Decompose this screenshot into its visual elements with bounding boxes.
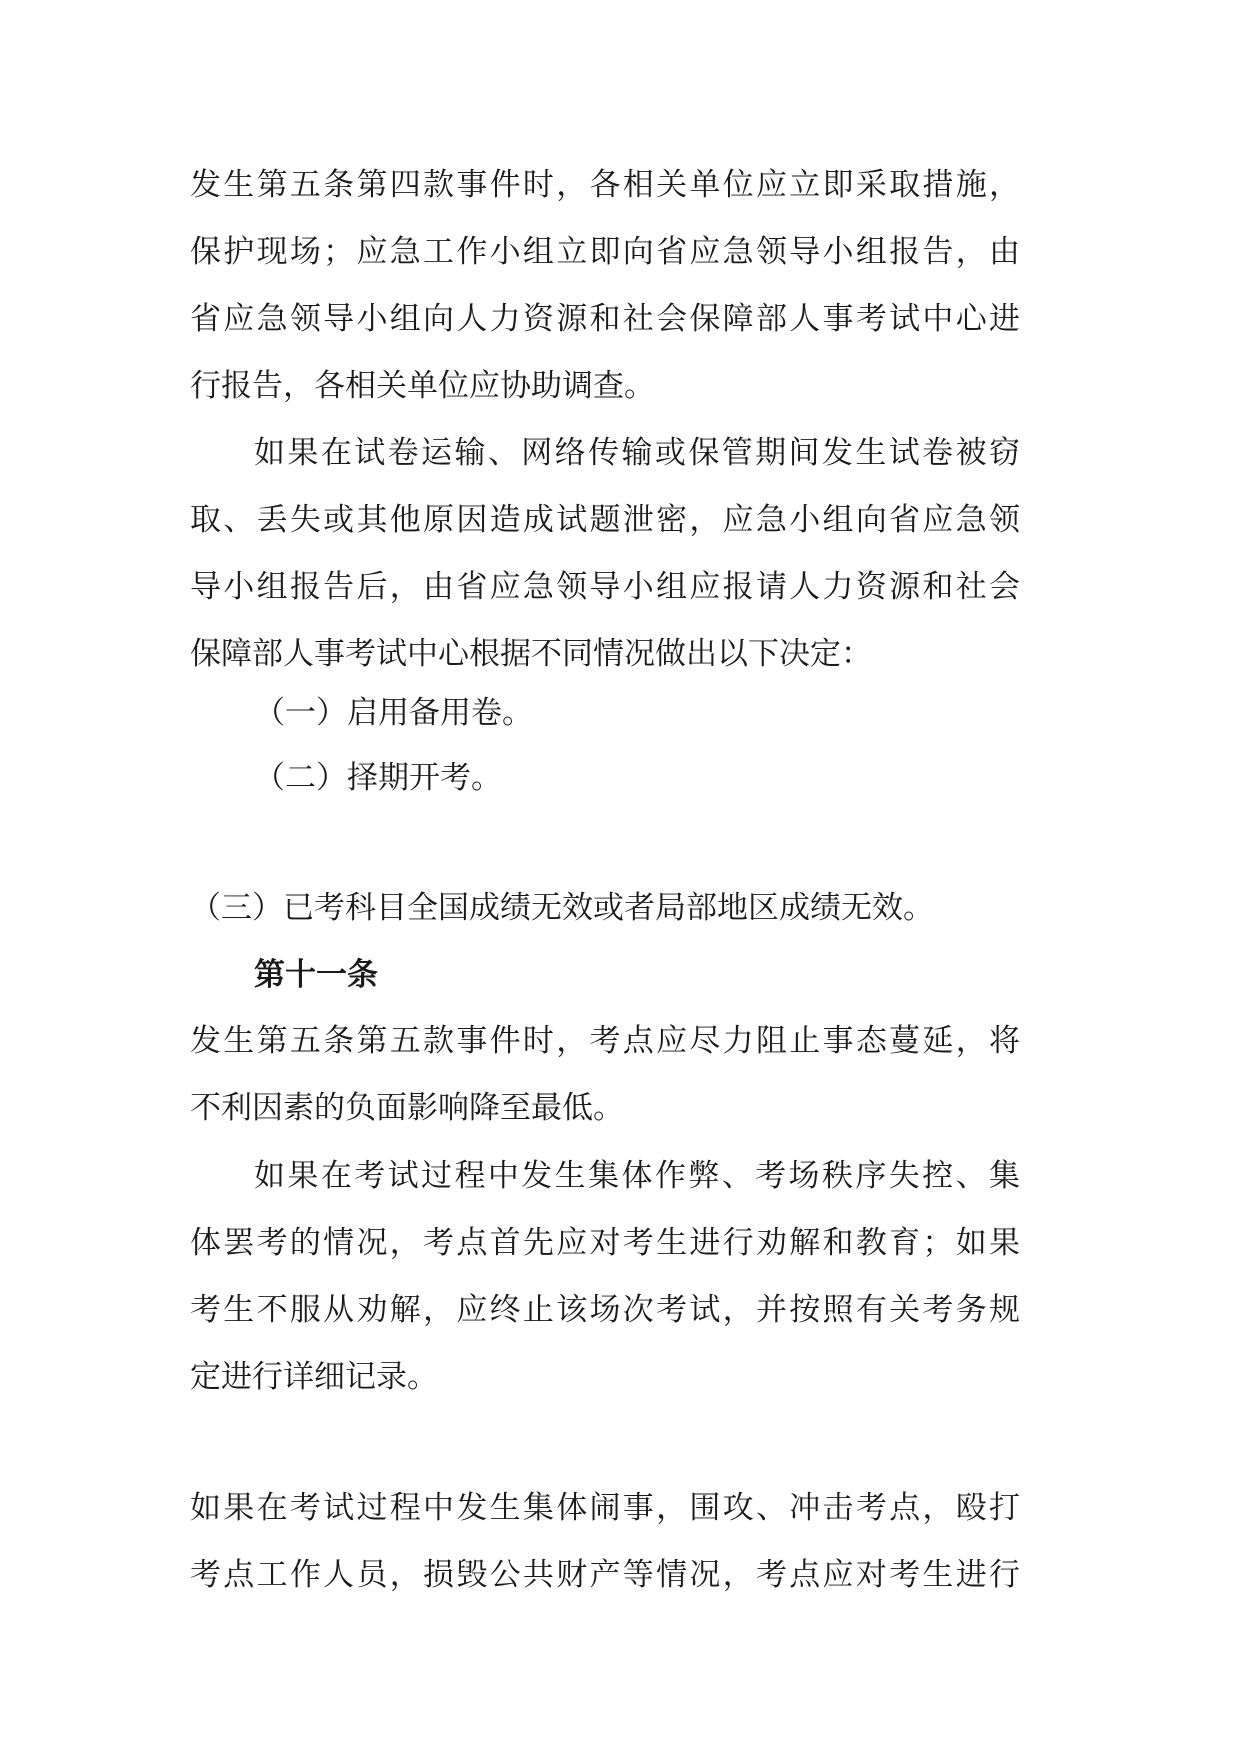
paragraph-line: 考生不服从劝解，应终止该场次考试，并按照有关考务规 [190,1292,1020,1328]
paragraph-line: 体罢考的情况，考点首先应对考生进行劝解和教育；如果 [190,1225,1020,1261]
paragraph-line: 省应急领导小组向人力资源和社会保障部人事考试中心进 [190,301,1020,337]
paragraph-line: 定进行详细记录。 [190,1359,438,1395]
paragraph-line: 不利因素的负面影响降至最低。 [190,1090,624,1126]
paragraph-line: 如果在试卷运输、网络传输或保管期间发生试卷被窃 [254,435,1020,471]
article-heading: 第十一条 [254,957,378,993]
paragraph-line: 考点工作人员，损毁公共财产等情况，考点应对考生进行 [190,1557,1020,1593]
paragraph-line: 取、丢失或其他原因造成试题泄密，应急小组向省应急领 [190,502,1020,538]
paragraph-line: 导小组报告后，由省应急领导小组应报请人力资源和社会 [190,569,1020,605]
paragraph-line: 如果在考试过程中发生集体作弊、考场秩序失控、集 [254,1158,1020,1194]
paragraph-line: 如果在考试过程中发生集体闹事，围攻、冲击考点，殴打 [190,1490,1020,1526]
list-item-1: （一）启用备用卷。 [254,695,533,731]
paragraph-line: 发生第五条第四款事件时，各相关单位应立即采取措施， [190,167,1020,203]
paragraph-line: 保障部人事考试中心根据不同情况做出以下决定： [190,636,872,672]
list-item-3: （三）已考科目全国成绩无效或者局部地区成绩无效。 [190,890,934,926]
paragraph-line: 保护现场；应急工作小组立即向省应急领导小组报告，由 [190,234,1020,270]
paragraph-line: 行报告，各相关单位应协助调查。 [190,368,655,404]
paragraph-line: 发生第五条第五款事件时，考点应尽力阻止事态蔓延，将 [190,1023,1020,1059]
list-item-2: （二）择期开考。 [254,760,502,796]
